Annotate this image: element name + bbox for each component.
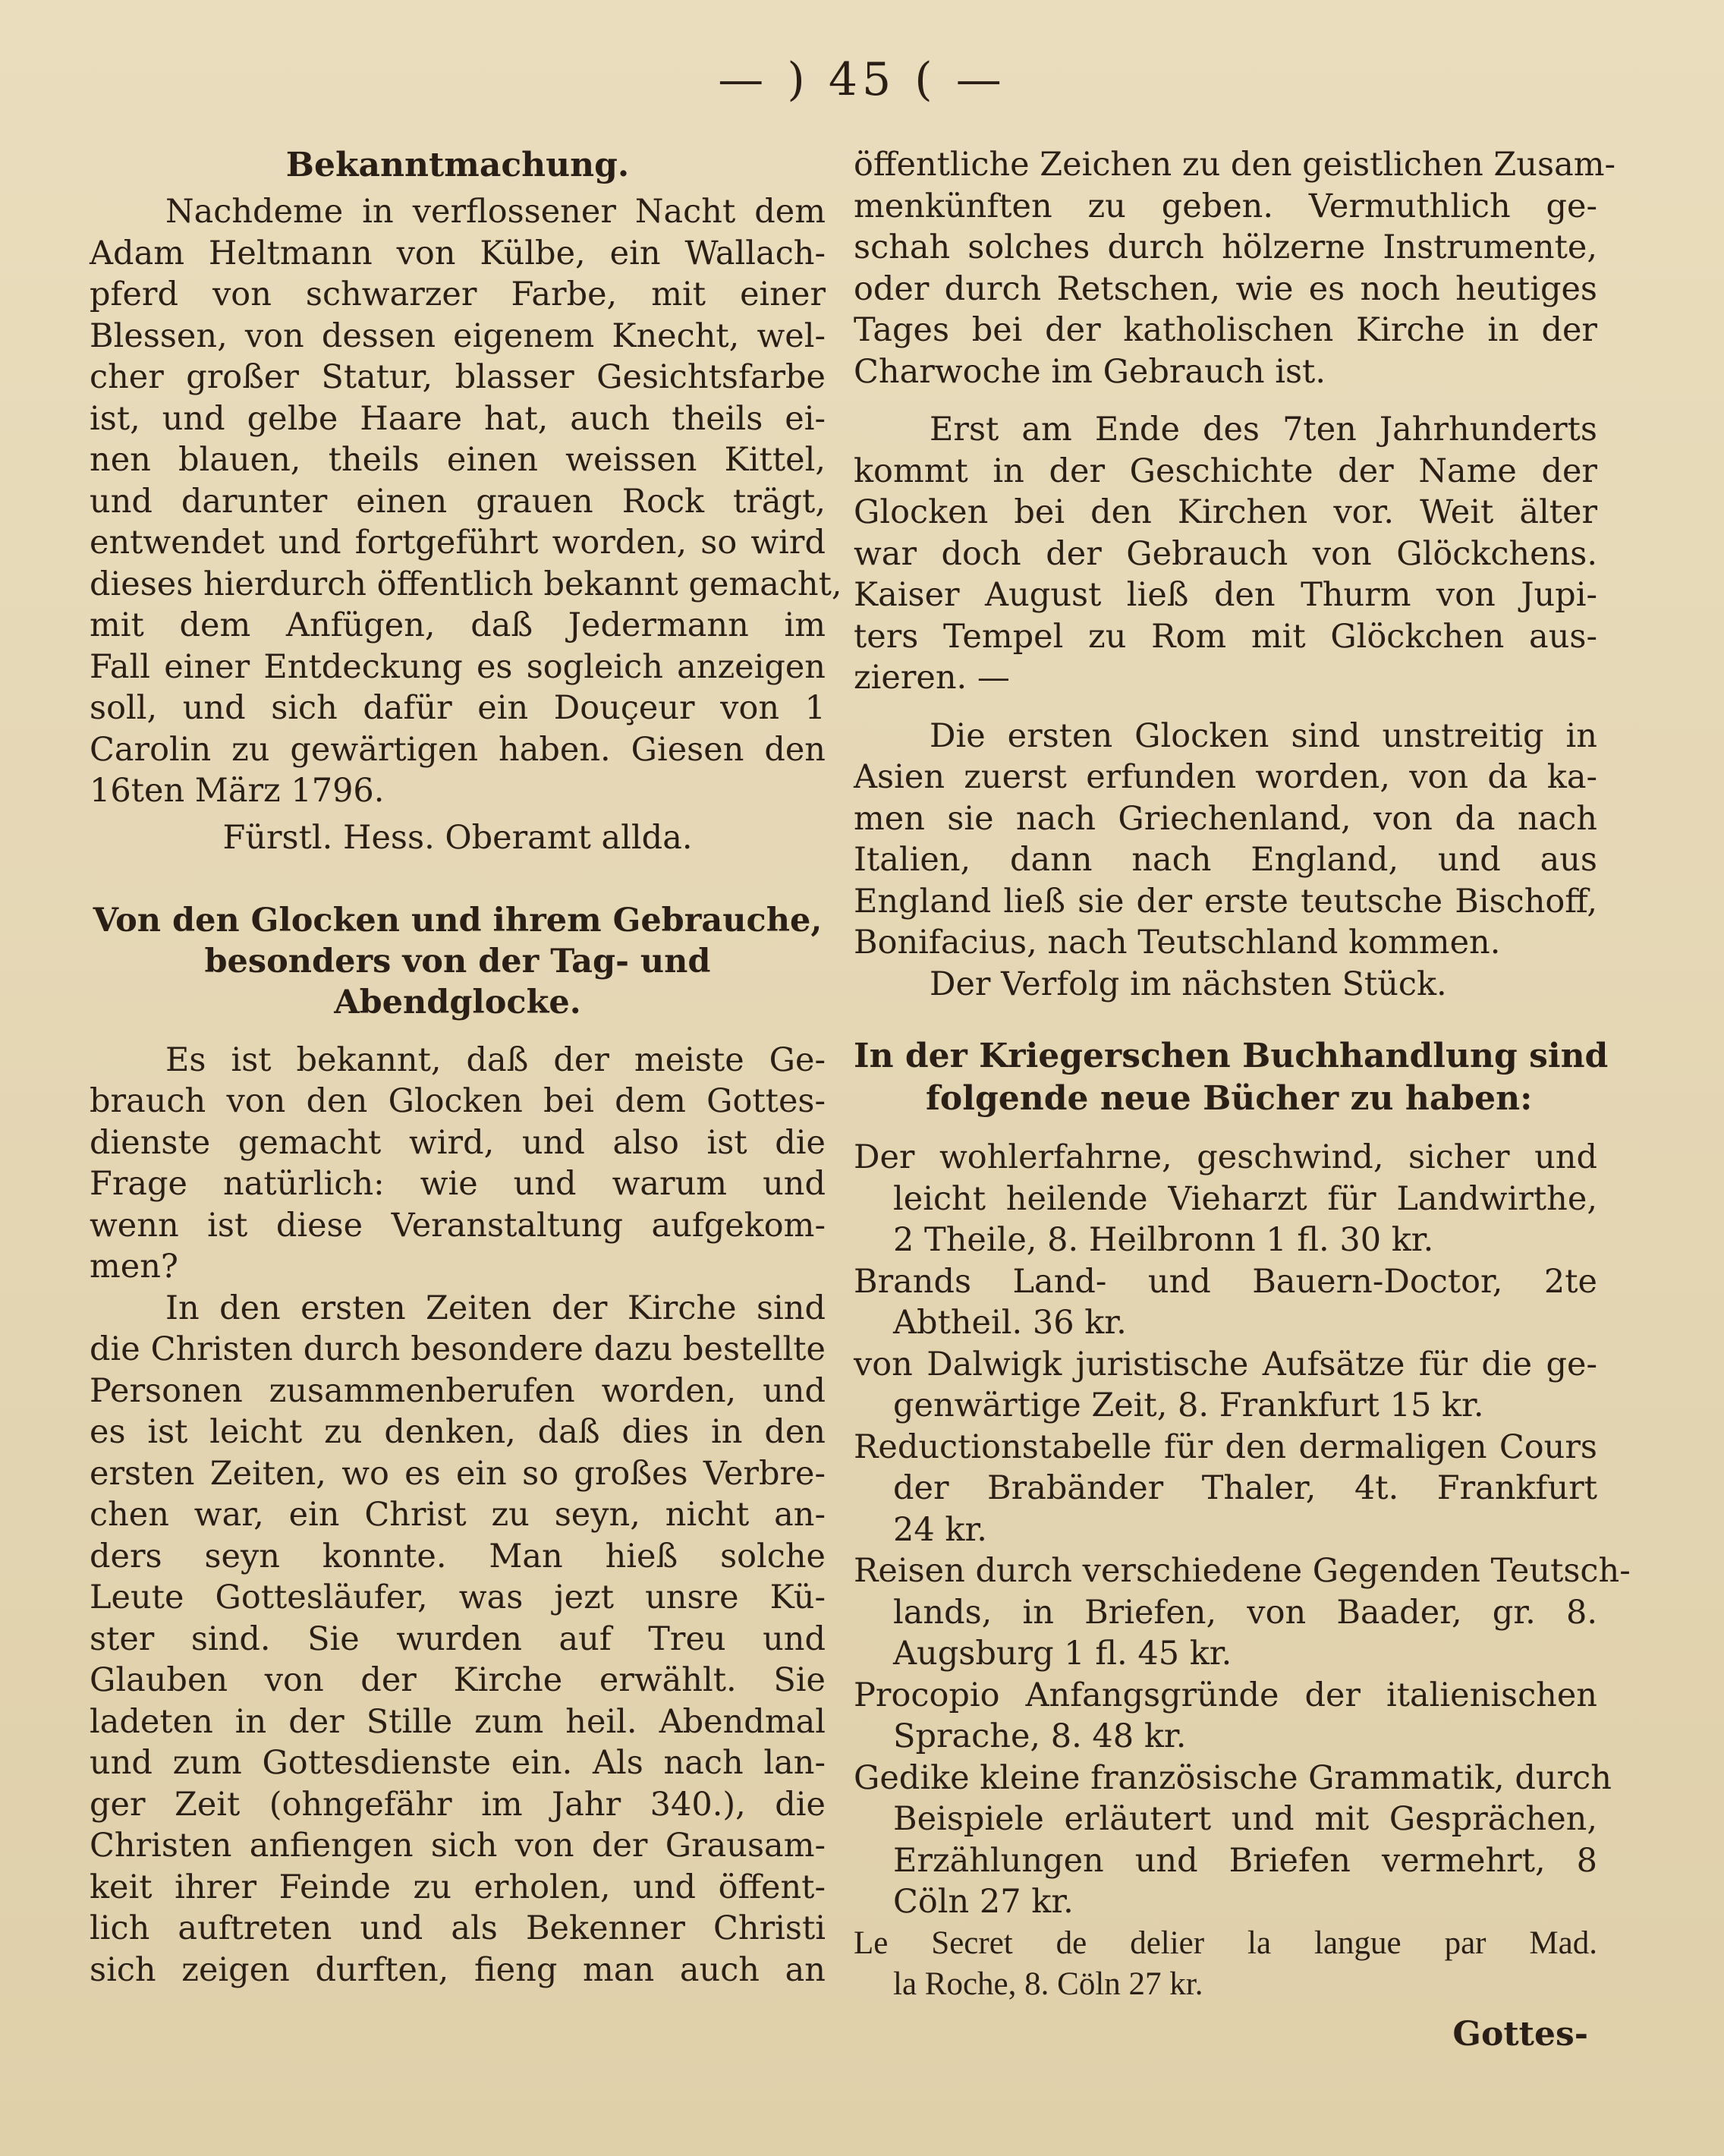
text-line: Nachdeme in verflossener Nacht dem (165, 193, 826, 231)
text-line: In den ersten Zeiten der Kirche sind (165, 1289, 826, 1327)
text-line: Beispiele erläutert und mit Gesprächen, (893, 1800, 1597, 1838)
right-column (854, 144, 1631, 2057)
book-entry (854, 1427, 1597, 1551)
text-line: Procopio Anfangsgründe der italienischen (854, 1676, 1597, 1714)
text-line: 24 kr. (893, 1510, 987, 1549)
text-line: ist, und gelbe Haare hat, auch theils ei- (90, 399, 826, 438)
book-list (854, 1137, 1631, 2006)
text-line: es ist leicht zu denken, daß dies in den (90, 1413, 826, 1451)
text-line: dieses hierdurch öffentlich bekannt gemacht, (90, 565, 842, 603)
title-line: Von den Glocken und ihrem Gebrauche, (93, 901, 823, 940)
text-line: Die ersten Glocken sind unstreitig in (930, 716, 1597, 755)
text-line: Der wohlerfahrne, geschwind, sicher und (854, 1138, 1597, 1176)
text-line: von Dalwigk juristische Aufsätze für die ge- (854, 1345, 1597, 1383)
left-column (90, 144, 842, 1991)
text-line: Brands Land- und Bauern-Doctor, 2te (854, 1262, 1597, 1301)
text-line: leicht heilende Vieharzt für Landwirthe, (893, 1179, 1597, 1218)
text-line: Bonifacius, nach Teutschland kommen. (854, 924, 1501, 962)
text-line: ters Tempel zu Rom mit Glöckchen aus- (854, 617, 1597, 656)
text-line: Christen anfiengen sich von der Grausam- (90, 1827, 826, 1865)
text-line: lich auftreten und als Bekenner Christi (90, 1909, 826, 1947)
text-line: Glauben von der Kirche erwählt. Sie (90, 1661, 826, 1699)
text-line: Augsburg 1 fl. 45 kr. (893, 1635, 1232, 1673)
text-line: Frage natürlich: wie und warum und (90, 1165, 826, 1203)
page-number: — ) 45 ( — (718, 53, 1006, 106)
text-line: ster sind. Sie wurden auf Treu und (90, 1619, 826, 1658)
text-line: ersten Zeiten, wo es ein so großes Verbre- (90, 1454, 826, 1493)
notice-title: Bekanntmachung. (285, 146, 630, 184)
text-line: Gedike kleine französische Grammatik, durch (854, 1758, 1612, 1797)
text-line: Italien, dann nach England, und aus (854, 841, 1597, 879)
text-line: Fall einer Entdeckung es sogleich anzeigen (90, 647, 826, 686)
book-entry (854, 1137, 1597, 1261)
text-line: soll, und sich dafür ein Douçeur von 1 (90, 689, 826, 727)
book-entry (854, 1261, 1597, 1344)
text-line: nen blauen, theils einen weissen Kittel, (90, 441, 826, 479)
text-line: 16ten März 1796. (90, 772, 385, 810)
text-line: pferd von schwarzer Farbe, mit einer (90, 275, 826, 313)
book-entry (854, 1675, 1597, 1758)
text-line: brauch von den Glocken bei dem Gottes- (90, 1082, 826, 1120)
text-line: war doch der Gebrauch von Glöckchens. (854, 534, 1597, 573)
article-paragraph (90, 1040, 826, 1288)
article-paragraph (854, 716, 1597, 964)
text-line: öffentliche Zeichen zu den geistlichen Zusam- (854, 146, 1616, 184)
text-line: Carolin zu gewärtigen haben. Giesen den (90, 730, 826, 769)
text-line: Erst am Ende des 7ten Jahrhunderts (930, 411, 1597, 449)
book-entry (854, 1344, 1597, 1427)
article-paragraph (854, 409, 1597, 699)
title-line: besonders von der Tag- und (204, 942, 711, 980)
notice-signoff: Fürstl. Hess. Oberamt allda. (222, 818, 693, 857)
text-line: ders seyn konnte. Man hieß solche (90, 1537, 826, 1575)
text-line: Charwoche im Gebrauch ist. (854, 352, 1326, 391)
text-line: und zum Gottesdienste ein. Als nach lan- (90, 1744, 826, 1782)
text-line: kommt in der Geschichte der Name der (854, 452, 1597, 490)
title-line: Abendglocke. (334, 983, 581, 1021)
title-line: folgende neue Bücher zu haben: (926, 1079, 1533, 1118)
text-line: Abtheil. 36 kr. (893, 1304, 1127, 1342)
text-line: menkünften zu geben. Vermuthlich ge- (854, 187, 1597, 225)
text-line: men? (90, 1248, 178, 1286)
text-line: schah solches durch hölzerne Instrumente, (854, 228, 1597, 266)
text-line: men sie nach Griechenland, von da nach (854, 799, 1597, 838)
text-line: Kaiser August ließ den Thurm von Jupi- (854, 576, 1597, 614)
text-line: oder durch Retschen, wie es noch heutiges (854, 269, 1597, 308)
text-line: Le Secret de delier la langue par Mad. (854, 1925, 1597, 1961)
continued-note: Der Verfolg im nächsten Stück. (930, 965, 1447, 1003)
text-line: entwendet und fortgeführt worden, so wird (90, 524, 826, 562)
title-line: In der Kriegerschen Buchhandlung sind (854, 1037, 1609, 1075)
text-line: Es ist bekannt, daß der meiste Ge- (165, 1040, 826, 1079)
article-paragraph (854, 144, 1616, 392)
article-title (90, 900, 826, 1023)
text-line: ladeten in der Stille zum heil. Abendmal (90, 1702, 826, 1741)
text-line: chen war, ein Christ zu seyn, nicht an- (90, 1496, 826, 1534)
text-line: genwärtige Zeit, 8. Frankfurt 15 kr. (893, 1386, 1484, 1424)
text-line: Personen zusammenberufen worden, und (90, 1371, 826, 1410)
text-line: England ließ sie der erste teutsche Bischoff, (854, 882, 1597, 921)
text-line: Glocken bei den Kirchen vor. Weit älter (854, 493, 1597, 531)
text-line: Erzählungen und Briefen vermehrt, 8 (893, 1841, 1597, 1880)
text-line: sich zeigen durften, fieng man auch an (90, 1950, 826, 1989)
text-line: mit dem Anfügen, daß Jedermann im (90, 606, 826, 644)
text-line: la Roche, 8. Cöln 27 kr. (893, 1966, 1203, 2002)
text-line: Cöln 27 kr. (893, 1883, 1074, 1921)
text-line: 2 Theile, 8. Heilbronn 1 fl. 30 kr. (893, 1221, 1434, 1259)
article-paragraph (90, 1288, 826, 1991)
book-entry (854, 1758, 1612, 1923)
text-line: zieren. — (854, 659, 1010, 697)
text-line: Reisen durch verschiedene Gegenden Teutsch- (854, 1552, 1631, 1590)
catchword: Gottes- (1452, 2014, 1588, 2054)
text-line: Reductionstabelle für den dermaligen Cours (854, 1427, 1597, 1466)
notice-body (90, 191, 842, 812)
text-line: und darunter einen grauen Rock trägt, (90, 482, 826, 521)
text-line: Leute Gottesläufer, was jezt unsre Kü- (90, 1578, 826, 1616)
text-line: Asien zuerst erfunden worden, von da ka- (854, 758, 1597, 796)
book-entry (854, 1550, 1631, 1675)
text-line: wenn ist diese Veranstaltung aufgekom- (90, 1206, 826, 1245)
text-line: dienste gemacht wird, und also ist die (90, 1123, 826, 1162)
text-line: Blessen, von dessen eigenem Knecht, wel- (90, 316, 826, 355)
text-line: die Christen durch besondere dazu bestellte (90, 1330, 826, 1368)
books-title (854, 1035, 1609, 1120)
text-line: der Brabänder Thaler, 4t. Frankfurt (893, 1469, 1597, 1507)
text-line: ger Zeit (ohngefähr im Jahr 340.), die (90, 1785, 826, 1824)
text-line: Sprache, 8. 48 kr. (893, 1717, 1187, 1755)
text-line: lands, in Briefen, von Baader, gr. 8. (893, 1593, 1597, 1632)
text-line: cher großer Statur, blasser Gesichtsfarbe (90, 358, 826, 396)
text-line: Adam Heltmann von Külbe, ein Wallach- (90, 234, 826, 272)
text-line: Tages bei der katholischen Kirche in der (854, 311, 1597, 349)
book-entry (854, 1923, 1597, 2006)
text-line: keit ihrer Feinde zu erholen, und öffent- (90, 1868, 826, 1906)
